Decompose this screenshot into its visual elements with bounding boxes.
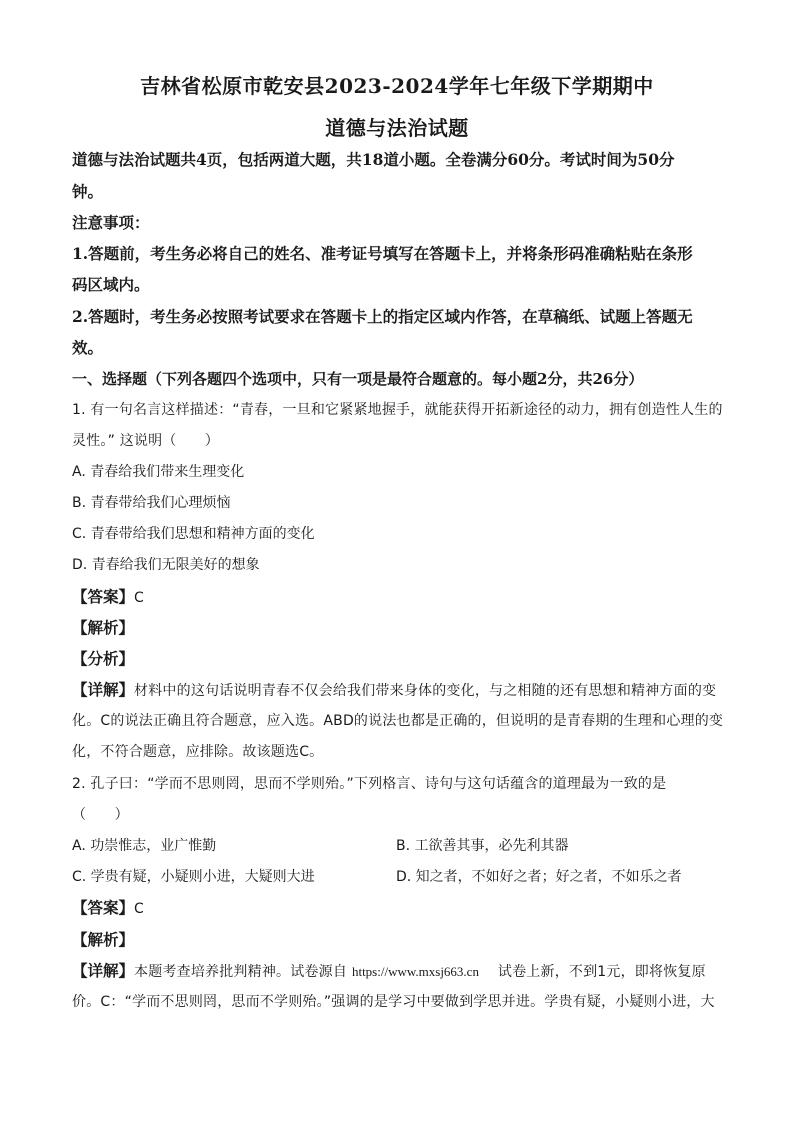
question-2-detail-cont: 价。C：“学而不思则罔，思而不学则殆。”强调的是学习中要做到学思并进。学贵有疑，小疑则小进，大 bbox=[72, 994, 715, 1010]
document-subtitle: 道德与法治试题 bbox=[325, 116, 469, 140]
fenxi-label: 【分析】 bbox=[72, 649, 135, 668]
intro-line: 钟。 bbox=[72, 182, 104, 201]
question-1-option-b: B. 青春带给我们心理烦恼 bbox=[72, 495, 231, 511]
question-1-stem: 1. 有一句名言这样描述：“青春，一旦和它紧紧地握手，就能获得开拓新途径的动力，拥有创造性人生的 bbox=[72, 402, 723, 418]
question-2-option-d: D. 知之者，不如好之者；好之者，不如乐之者 bbox=[396, 869, 682, 885]
question-2-option-c: C. 学贵有疑，小疑则小进，大疑则大进 bbox=[72, 869, 315, 885]
detail-text: 本题考查培养批判精神。试卷源自 bbox=[134, 964, 348, 980]
detail-text: 材料中的这句话说明青春不仅会给我们带来身体的变化，与之相随的还有思想和精神方面的变 bbox=[134, 683, 717, 699]
detail-label: 【详解】 bbox=[72, 680, 135, 699]
answer-label: 【答案】 bbox=[72, 587, 135, 606]
question-1-option-d: D. 青春给我们无限美好的想象 bbox=[72, 557, 260, 573]
note-2-cont: 效。 bbox=[72, 338, 104, 357]
note-1-cont: 码区域内。 bbox=[72, 275, 150, 294]
analysis-label: 【解析】 bbox=[72, 618, 135, 637]
question-2-option-a: A. 功崇惟志，业广惟勤 bbox=[72, 838, 217, 854]
question-1-option-a: A. 青春给我们带来生理变化 bbox=[72, 464, 245, 480]
notes-label: 注意事项： bbox=[72, 213, 150, 232]
question-1-detail bbox=[72, 679, 722, 702]
question-2-detail bbox=[72, 960, 722, 983]
analysis-label: 【解析】 bbox=[72, 930, 135, 949]
question-1-stem-cont: 灵性。” 这说明（ ） bbox=[72, 433, 220, 449]
note-2: 2.答题时，考生务必按照考试要求在答题卡上的指定区域内作答，在草稿纸、试题上答题无 bbox=[72, 307, 693, 326]
question-1-detail-cont: 化，不符合题意，应排除。故该题选C。 bbox=[72, 744, 324, 760]
answer-label: 【答案】 bbox=[72, 898, 135, 917]
note-1: 1.答题前，考生务必将自己的姓名、准考证号填写在答题卡上，并将条形码准确粘贴在条形 bbox=[72, 244, 693, 263]
question-2-stem-cont: （ ） bbox=[72, 807, 129, 823]
question-1-answer bbox=[72, 586, 722, 609]
section-heading: 一、选择题（下列各题四个选项中，只有一项是最符合题意的。每小题2分，共26分） bbox=[72, 370, 644, 388]
question-2-option-b: B. 工欲善其事，必先利其器 bbox=[396, 838, 569, 854]
detail-label: 【详解】 bbox=[72, 961, 135, 980]
answer-value: C bbox=[134, 590, 144, 606]
detail-text: 试卷上新，不到1元，即将恢复原 bbox=[497, 964, 706, 980]
source-link[interactable]: https://www.mxsj663.cn bbox=[351, 964, 479, 979]
question-2-stem: 2. 孔子曰：“学而不思则罔，思而不学则殆。”下列格言、诗句与这句话蕴含的道理最为一致的是 bbox=[72, 776, 667, 792]
question-1-detail-cont: 化。C的说法正确且符合题意，应入选。ABD的说法也都是正确的，但说明的是青春期的生理和心理的变 bbox=[72, 713, 724, 729]
question-1-option-c: C. 青春带给我们思想和精神方面的变化 bbox=[72, 526, 315, 542]
intro-line: 道德与法治试题共4页，包括两道大题，共18道小题。全卷满分60分。考试时间为50分 bbox=[72, 150, 675, 169]
document-title: 吉林省松原市乾安县2023-2024学年七年级下学期期中 bbox=[140, 74, 654, 98]
answer-value: C bbox=[134, 901, 144, 917]
question-2-answer bbox=[72, 897, 722, 920]
